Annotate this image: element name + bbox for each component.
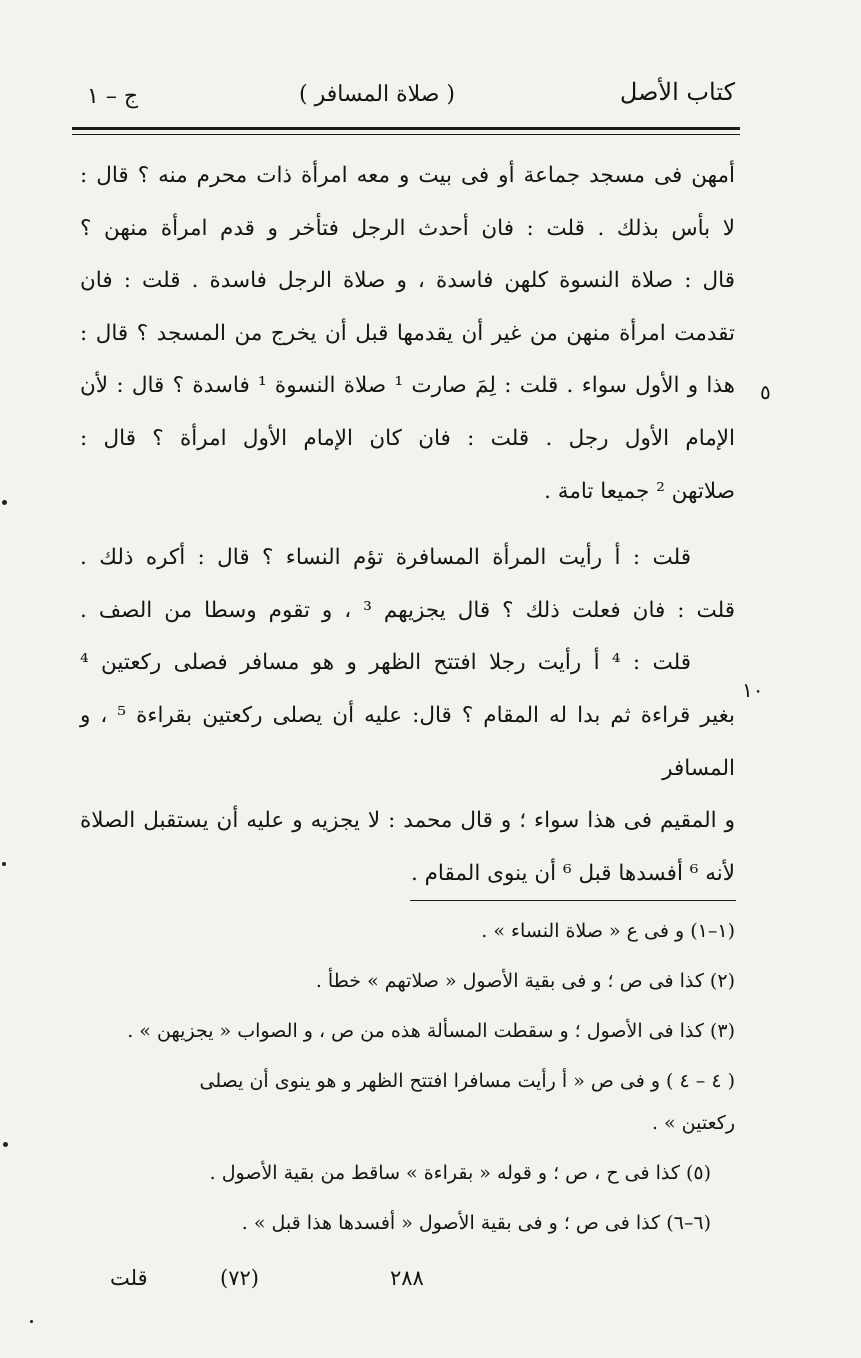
- margin-line-number-10: ١٠: [742, 678, 764, 702]
- chapter-title: ( صلاة المسافر ): [299, 82, 455, 107]
- running-header: [75, 78, 735, 122]
- text-line: أمهن فى مسجد جماعة أو فى بيت و معه امرأة ذات محرم منه ؟ قال :: [80, 163, 735, 188]
- header-rule-thin: [72, 134, 740, 135]
- margin-line-number-5: ٥: [760, 380, 771, 404]
- signature-mark: (٧٢): [220, 1266, 259, 1290]
- footnotes: [80, 906, 735, 1248]
- scan-speck: [2, 862, 6, 866]
- text-line: قال : صلاة النسوة كلهن فاسدة ، و صلاة الرجل فاسدة . قلت : فان: [80, 268, 735, 294]
- footnote: (٥) كذا فى ح ، ص ؛ و قوله « بقراءة » ساقط من بقية الأصول .: [209, 1162, 711, 1184]
- scan-speck: [30, 1320, 33, 1323]
- footnote-rule: [410, 900, 736, 901]
- scan-speck: [2, 500, 7, 505]
- text-line: بغير قراءة ثم بدا له المقام ؟ قال: عليه أن يصلى ركعتين بقراءة ⁵ ، و المسافر: [80, 702, 735, 781]
- text-line: و المقيم فى هذا سواء ؛ و قال محمد : لا يجزيه و عليه أن يستقبل الصلاة: [80, 808, 735, 834]
- footnote-continuation: ركعتين » .: [651, 1112, 735, 1134]
- footnote: (٦–٦) كذا فى ص ؛ و فى بقية الأصول « أفسدها هذا قبل » .: [241, 1212, 711, 1234]
- text-line: تقدمت امرأة منهن من غير أن يقدمها قبل أن يخرج من المسجد ؟ قال :: [80, 320, 735, 346]
- volume-label: ج – ١: [87, 84, 139, 109]
- main-text: [80, 150, 735, 900]
- text-line: هذا و الأول سواء . قلت : لِمَ صارت ¹ صلاة النسوة ¹ فاسدة ؟ قال : لأن: [80, 373, 735, 399]
- scan-speck: [3, 1142, 8, 1147]
- page-footer: [80, 1266, 735, 1306]
- header-rule: [72, 127, 740, 130]
- text-line: قلت : ⁴ أ رأيت رجلا افتتح الظهر و هو مسافر فصلى ركعتين ⁴: [80, 650, 691, 676]
- book-title: كتاب الأصل: [619, 78, 735, 106]
- footnote: (٢) كذا فى ص ؛ و فى بقية الأصول « صلاتهم » خطأ .: [315, 970, 735, 992]
- footnote: (٣) كذا فى الأصول ؛ و سقطت المسألة هذه من ص ، و الصواب « يجزيهن » .: [127, 1020, 735, 1042]
- text-line: لا بأس بذلك . قلت : فان أحدث الرجل فتأخر و قدم امرأة منهن ؟: [80, 215, 735, 241]
- page-number: ٢٨٨: [390, 1266, 424, 1290]
- paragraph-2: [80, 532, 735, 637]
- text-line: صلاتهن ² جميعا تامة .: [544, 478, 735, 504]
- text-line: الإمام الأول رجل . قلت : فان كان الإمام الأول امرأة ؟ قال :: [80, 425, 735, 451]
- footnote: ( ٤ – ٤ ) و فى ص « أ رأيت مسافرا افتتح الظهر و هو ينوى أن يصلى: [199, 1070, 735, 1092]
- catchword: قلت: [110, 1266, 148, 1290]
- text-line: قلت : أ رأيت المرأة المسافرة تؤم النساء ؟ قال : أكره ذلك .: [80, 545, 691, 571]
- paragraph-3: [80, 637, 735, 900]
- text-line: قلت : فان فعلت ذلك ؟ قال يجزيهم ³ ، و تقوم وسطا من الصف .: [80, 597, 735, 623]
- paragraph-1: [80, 150, 735, 518]
- text-line: لأنه ⁶ أفسدها قبل ⁶ أن ينوى المقام .: [410, 860, 735, 886]
- footnote: (١–١) و فى ع « صلاة النساء » .: [481, 920, 735, 942]
